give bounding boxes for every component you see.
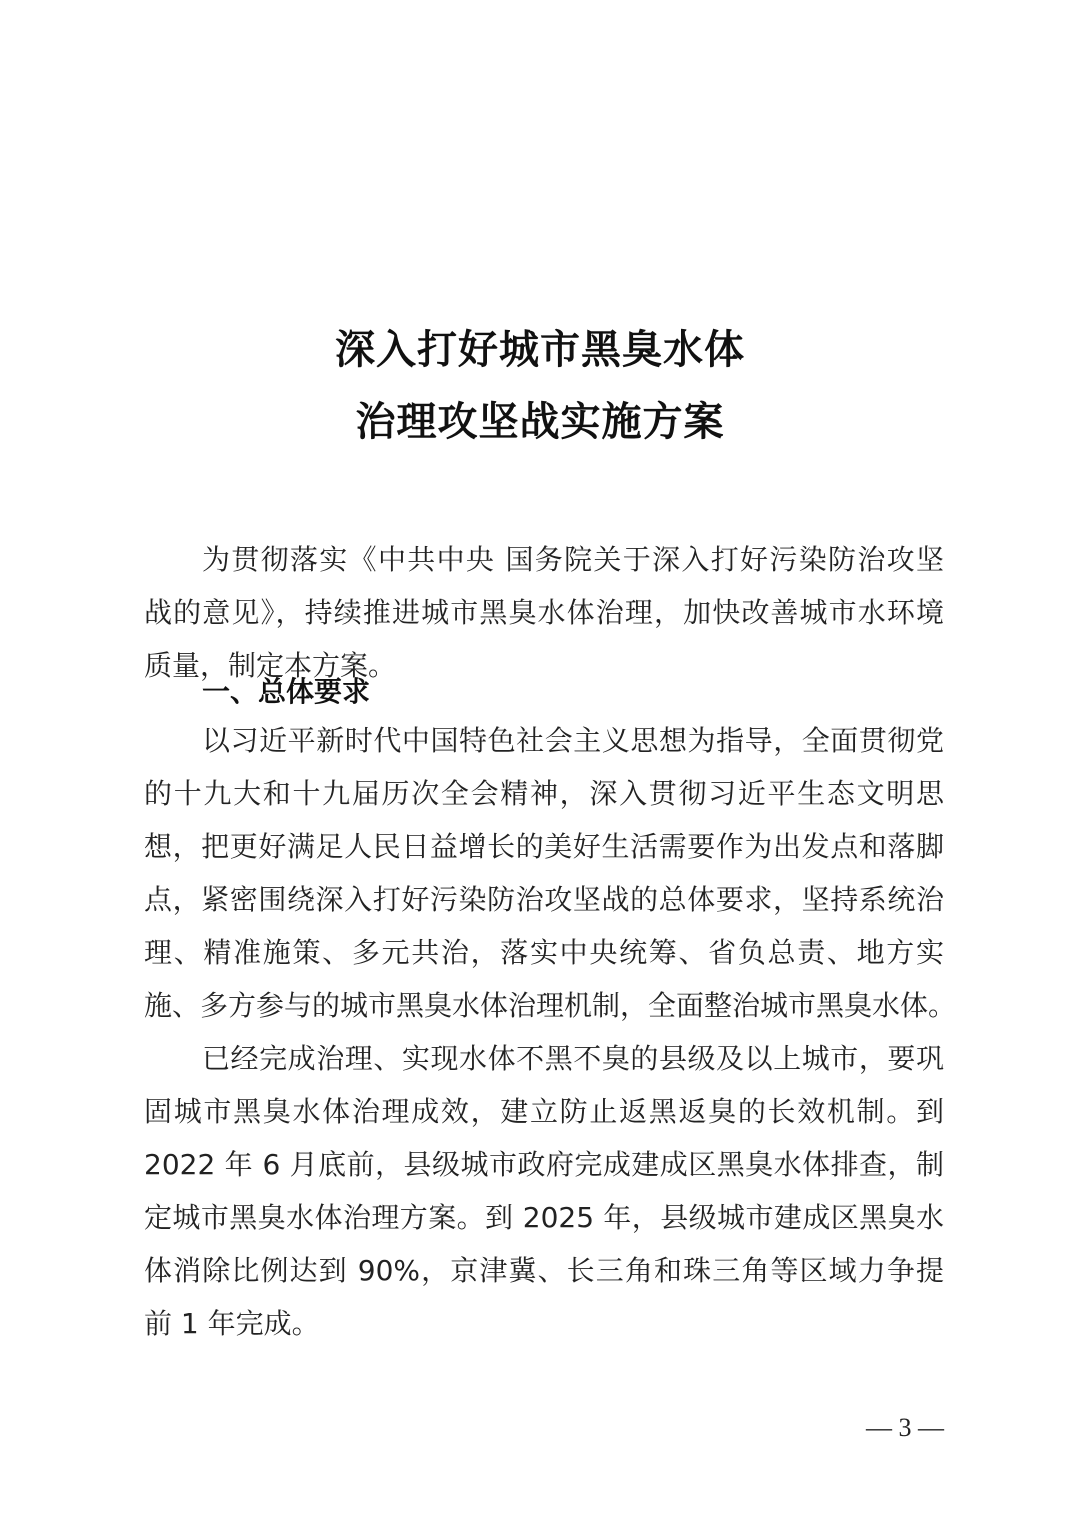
paragraph-1-line-1: 以习近平新时代中国特色社会主义思想为指导，全面贯彻党	[202, 724, 944, 757]
section-heading-overall-requirements: 一、总体要求	[202, 675, 371, 708]
paragraph-1-line-5: 理、精准施策、多元共治，落实中央统筹、省负总责、地方实	[144, 936, 944, 969]
intro-line-3: 质量，制定本方案。	[144, 649, 397, 682]
paragraph-2-line-1: 已经完成治理、实现水体不黑不臭的县级及以上城市，要巩	[202, 1042, 944, 1075]
paragraph-1-line-3: 想，把更好满足人民日益增长的美好生活需要作为出发点和落脚	[144, 830, 944, 863]
paragraph-2-line-3: 2022 年 6 月底前，县级城市政府完成建成区黑臭水体排查，制	[144, 1148, 944, 1181]
paragraph-1-line-4: 点，紧密围绕深入打好污染防治攻坚战的总体要求，坚持系统治	[144, 883, 944, 916]
intro-line-2: 战的意见》，持续推进城市黑臭水体治理，加快改善城市水环境	[144, 596, 944, 629]
paragraph-2-line-2: 固城市黑臭水体治理成效，建立防止返黑返臭的长效机制。到	[144, 1095, 944, 1128]
paragraph-1-line-6: 施、多方参与的城市黑臭水体治理机制，全面整治城市黑臭水体。	[144, 989, 957, 1022]
document-title-line-1: 深入打好城市黑臭水体	[335, 326, 745, 373]
page-number: — 3 —	[866, 1413, 944, 1442]
paragraph-2-line-4: 定城市黑臭水体治理方案。到 2025 年，县级城市建成区黑臭水	[144, 1201, 944, 1234]
paragraph-2-line-5: 体消除比例达到 90%，京津冀、长三角和珠三角等区域力争提	[144, 1254, 944, 1287]
paragraph-1-line-2: 的十九大和十九届历次全会精神，深入贯彻习近平生态文明思	[144, 777, 944, 810]
document-title-line-2: 治理攻坚战实施方案	[355, 398, 725, 445]
paragraph-2-line-6: 前 1 年完成。	[144, 1307, 320, 1340]
intro-line-1: 为贯彻落实《中共中央 国务院关于深入打好污染防治攻坚	[202, 543, 944, 576]
